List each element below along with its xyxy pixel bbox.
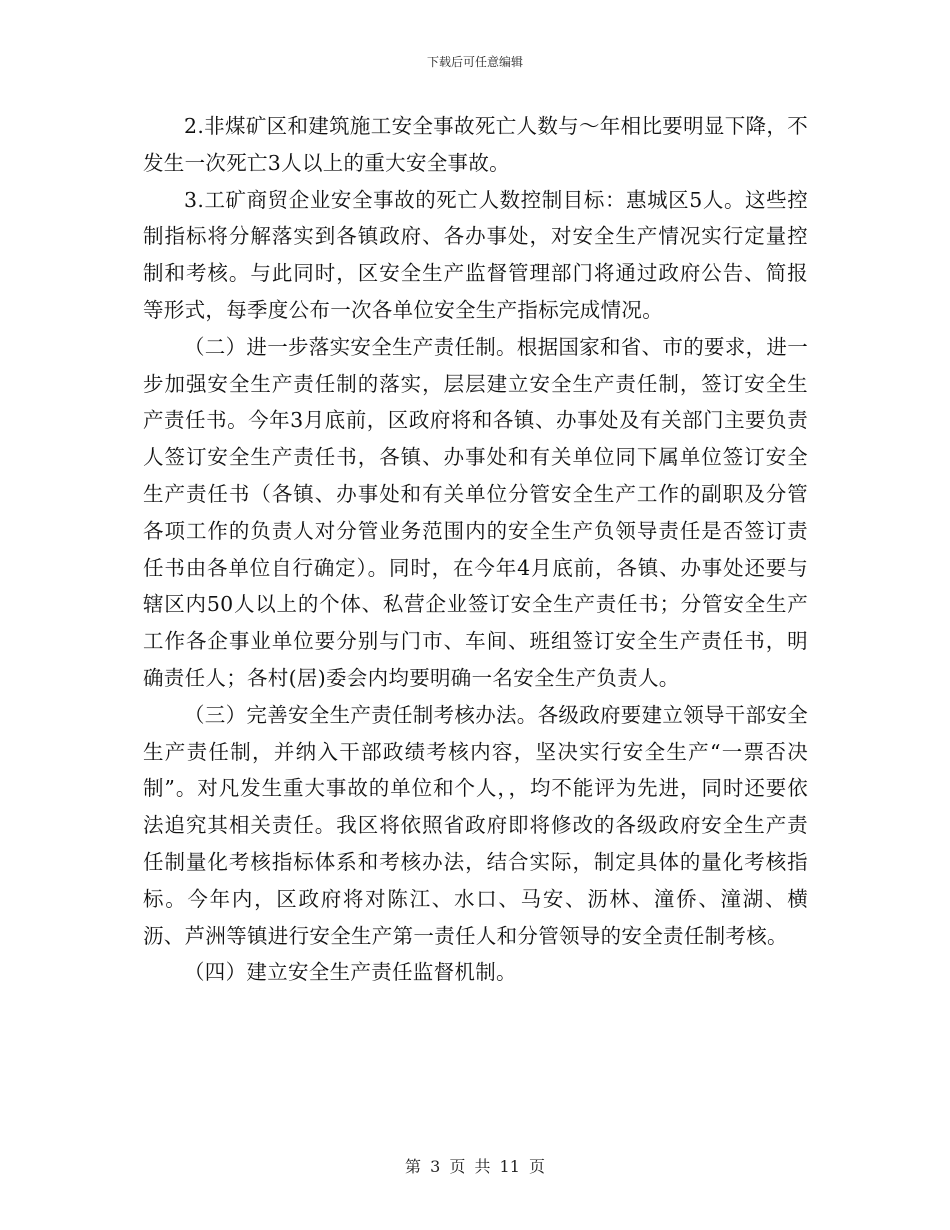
- page-header: 下载后可任意编辑: [426, 55, 523, 69]
- document-body: [143, 108, 808, 991]
- paragraph-item-2: 2.非煤矿区和建筑施工安全事故死亡人数与～年相比要明显下降，不发生一次死亡3人以上的重大安全事故。: [143, 114, 808, 175]
- paragraph-item-3: 3.工矿商贸企业安全事故的死亡人数控制目标：惠城区5人。这些控制指标将分解落实到各镇政府、各办事处，对安全生产情况实行定量控制和考核。与此同时，区安全生产监督管理部门将通过政府公告、简报等形式，每季度公布一次各单位安全生产指标完成情况。: [143, 187, 808, 322]
- paragraph-section-3: （三）完善安全生产责任制考核办法。各级政府要建立领导干部安全生产责任制，并纳入干部政绩考核内容，坚决实行安全生产“一票否决制”。对凡发生重大事故的单位和个人，，均不能评为先进，同时还要依法追究其相关责任。我区将依照省政府即将修改的各级政府安全生产责任制量化考核指标体系和考核办法，结合实际，制定具体的量化考核指标。今年内，区政府将对陈江、水口、马安、沥林、潼侨、潼湖、横沥、芦洲等镇进行安全生产第一责任人和分管领导的安全责任制考核。: [143, 702, 808, 948]
- paragraph-section-4: （四）建立安全生产责任监督机制。: [184, 960, 517, 985]
- page-footer: 第 3 页 共 11 页: [405, 1157, 545, 1176]
- paragraph-section-2: （二）进一步落实安全生产责任制。根据国家和省、市的要求，进一步加强安全生产责任制的落实，层层建立安全生产责任制，签订安全生产责任书。今年3月底前，区政府将和各镇、办事处及有关部门主要负责人签订安全生产责任书，各镇、办事处和有关单位同下属单位签订安全生产责任书（各镇、办事处和有关单位分管安全生产工作的副职及分管各项工作的负责人对分管业务范围内的安全生产负领导责任是否签订责任书由各单位自行确定）。同时，在今年4月底前，各镇、办事处还要与辖区内50人以上的个体、私营企业签订安全生产责任书；分管安全生产工作各企事业单位要分别与门市、车间、班组签订安全生产责任书，明确责任人；各村(居)委会内均要明确一名安全生产负责人。: [143, 334, 808, 690]
